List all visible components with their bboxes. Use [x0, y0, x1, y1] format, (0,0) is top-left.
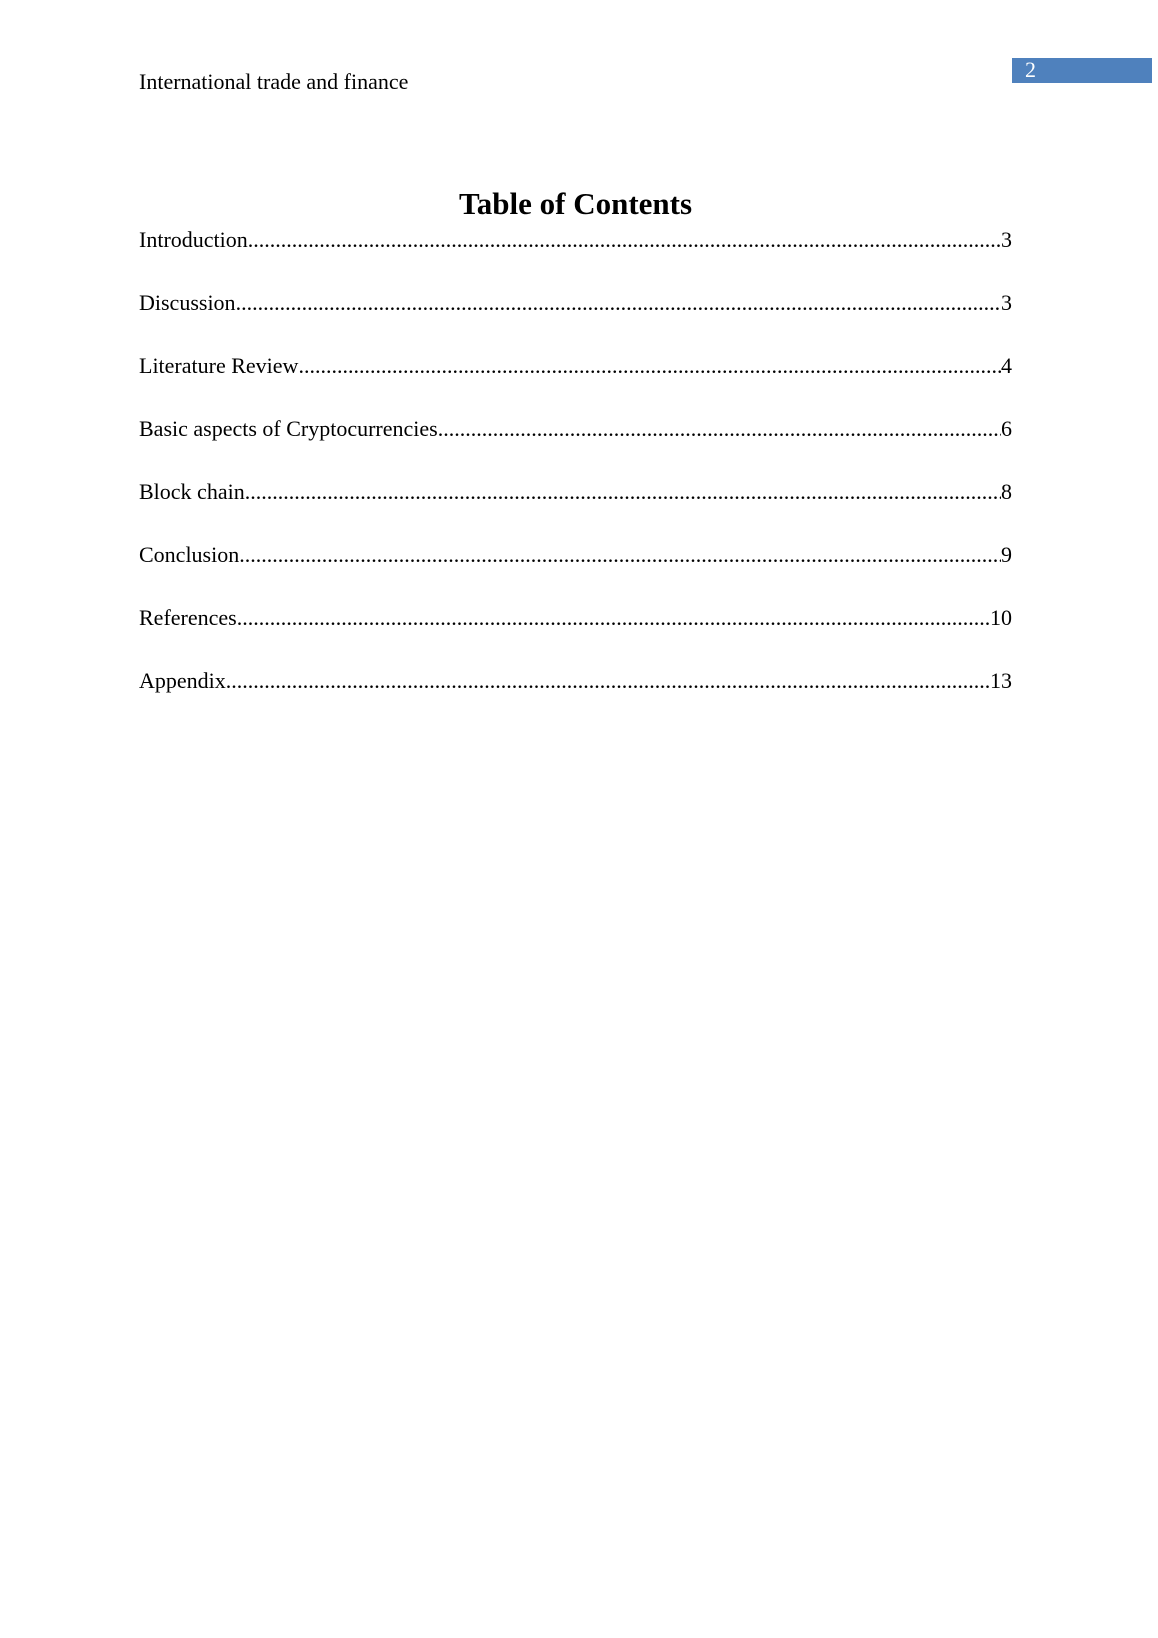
toc-entry-page: 6: [1001, 416, 1012, 441]
toc-entry-page: 4: [1001, 353, 1012, 378]
toc-entry-label: Discussion: [139, 290, 236, 315]
toc-dot-leader: [226, 667, 990, 695]
toc-dot-leader: [239, 541, 1001, 569]
toc-dot-leader: [248, 226, 1001, 254]
toc-dot-leader: [245, 478, 1001, 506]
toc-entry-label: Literature Review: [139, 353, 299, 378]
toc-entry-page: 9: [1001, 542, 1012, 567]
toc-entry-page: 10: [990, 605, 1012, 630]
toc-entry-label: Block chain: [139, 479, 245, 504]
toc-entry-discussion[interactable]: [139, 289, 1012, 352]
toc-entry-label: Introduction: [139, 227, 248, 252]
toc-entry-introduction[interactable]: [139, 226, 1012, 289]
toc-entry-label: Appendix: [139, 668, 226, 693]
toc-entry-conclusion[interactable]: [139, 541, 1012, 604]
toc-entry-references[interactable]: [139, 604, 1012, 667]
toc-dot-leader: [298, 352, 1001, 380]
toc-heading: Table of Contents: [458, 186, 693, 221]
toc-entry-basic-aspects[interactable]: [139, 415, 1012, 478]
page-number: 2: [1025, 57, 1036, 82]
running-header-title: International trade and finance: [139, 69, 409, 94]
toc-entry-page: 8: [1001, 479, 1012, 504]
page-number-box: [1012, 58, 1152, 83]
toc-list: [139, 226, 1012, 730]
toc-entry-label: Basic aspects of Cryptocurrencies: [139, 416, 438, 441]
toc-dot-leader: [236, 289, 1001, 317]
toc-entry-page: 3: [1001, 290, 1012, 315]
toc-entry-appendix[interactable]: [139, 667, 1012, 730]
toc-dot-leader: [438, 415, 1001, 443]
toc-entry-label: Conclusion: [139, 542, 240, 567]
toc-entry-literature-review[interactable]: [139, 352, 1012, 415]
toc-entry-block-chain[interactable]: [139, 478, 1012, 541]
toc-entry-label: References: [139, 605, 237, 630]
toc-dot-leader: [237, 604, 990, 632]
toc-entry-page: 3: [1001, 227, 1012, 252]
toc-entry-page: 13: [990, 668, 1012, 693]
